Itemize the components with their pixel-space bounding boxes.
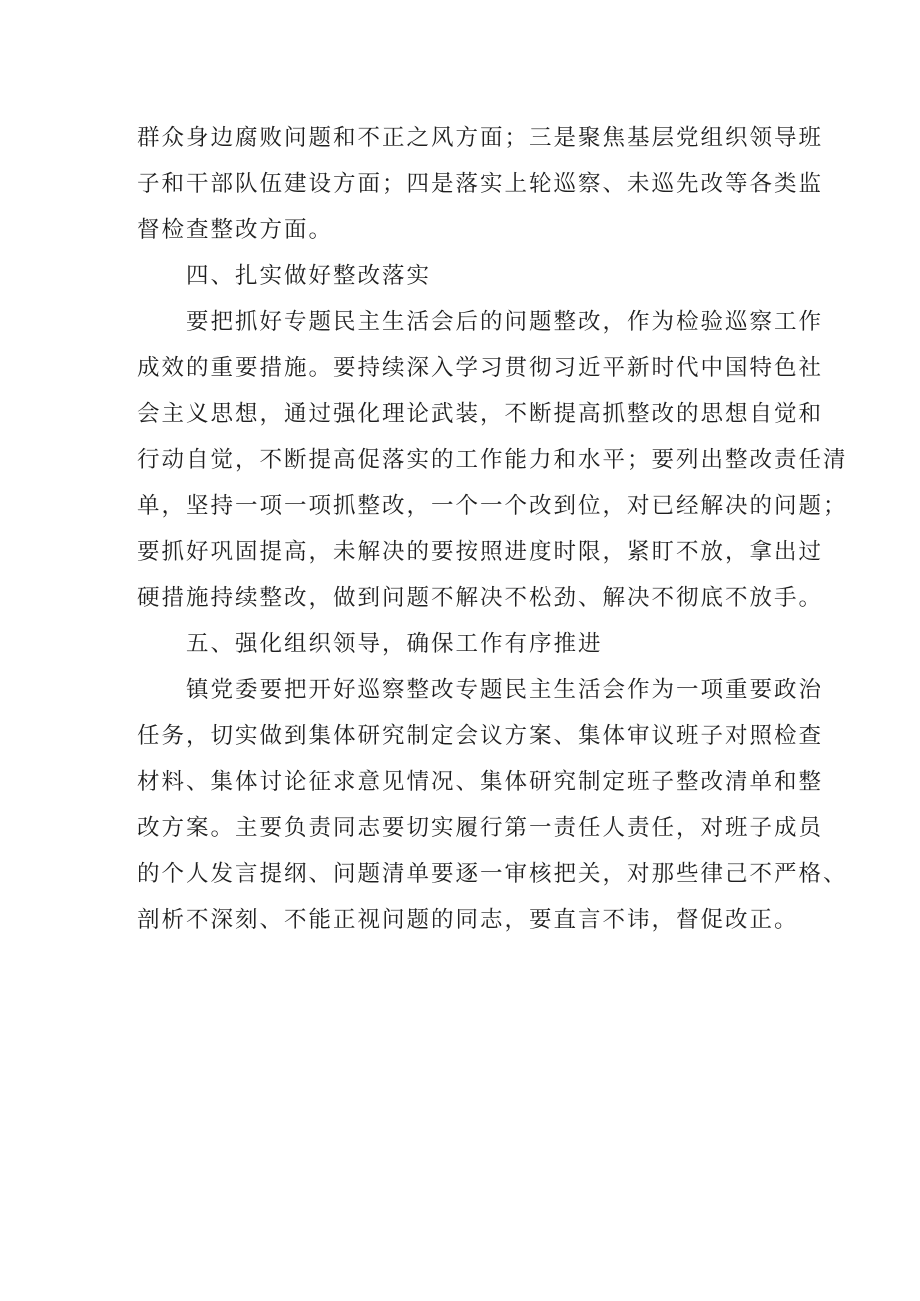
section-5 bbox=[137, 621, 848, 943]
text-line: 会主义思想，通过强化理论武装，不断提高抓整改的思想自觉和 bbox=[137, 401, 824, 427]
text-line: 行动自觉，不断提高促落实的工作能力和水平；要列出整改责任清 bbox=[137, 447, 848, 473]
text-line: 群众身边腐败问题和不正之风方面；三是聚焦基层党组织领导班 bbox=[137, 125, 824, 151]
text-line: 材料、集体讨论征求意见情况、集体研究制定班子整改清单和整 bbox=[137, 769, 824, 795]
text-line: 单，坚持一项一项抓整改，一个一个改到位，对已经解决的问题； bbox=[137, 493, 848, 519]
text-line: 要把抓好专题民主生活会后的问题整改，作为检验巡察工作 bbox=[186, 309, 824, 335]
section-4-heading: 四、扎实做好整改落实 bbox=[186, 263, 432, 289]
text-line: 镇党委要把开好巡察整改专题民主生活会作为一项重要政治 bbox=[186, 677, 824, 703]
text-line: 任务，切实做到集体研究制定会议方案、集体审议班子对照检查 bbox=[137, 723, 824, 749]
text-line: 剖析不深刻、不能正视问题的同志，要直言不讳，督促改正。 bbox=[137, 907, 799, 933]
section-4 bbox=[137, 253, 848, 621]
text-line: 硬措施持续整改，做到问题不解决不松劲、解决不彻底不放手。 bbox=[137, 585, 824, 611]
section-5-heading: 五、强化组织领导，确保工作有序推进 bbox=[186, 631, 603, 657]
text-line: 成效的重要措施。要持续深入学习贯彻习近平新时代中国特色社 bbox=[137, 355, 824, 381]
text-line: 要抓好巩固提高，未解决的要按照进度时限，紧盯不放，拿出过 bbox=[137, 539, 824, 565]
text-line: 子和干部队伍建设方面；四是落实上轮巡察、未巡先改等各类监 bbox=[137, 171, 824, 197]
document-body bbox=[137, 115, 848, 943]
paragraph-continued bbox=[137, 115, 824, 253]
text-line: 改方案。主要负责同志要切实履行第一责任人责任，对班子成员 bbox=[137, 815, 824, 841]
text-line: 的个人发言提纲、问题清单要逐一审核把关，对那些律己不严格、 bbox=[137, 861, 848, 887]
text-line: 督检查整改方面。 bbox=[137, 217, 334, 243]
